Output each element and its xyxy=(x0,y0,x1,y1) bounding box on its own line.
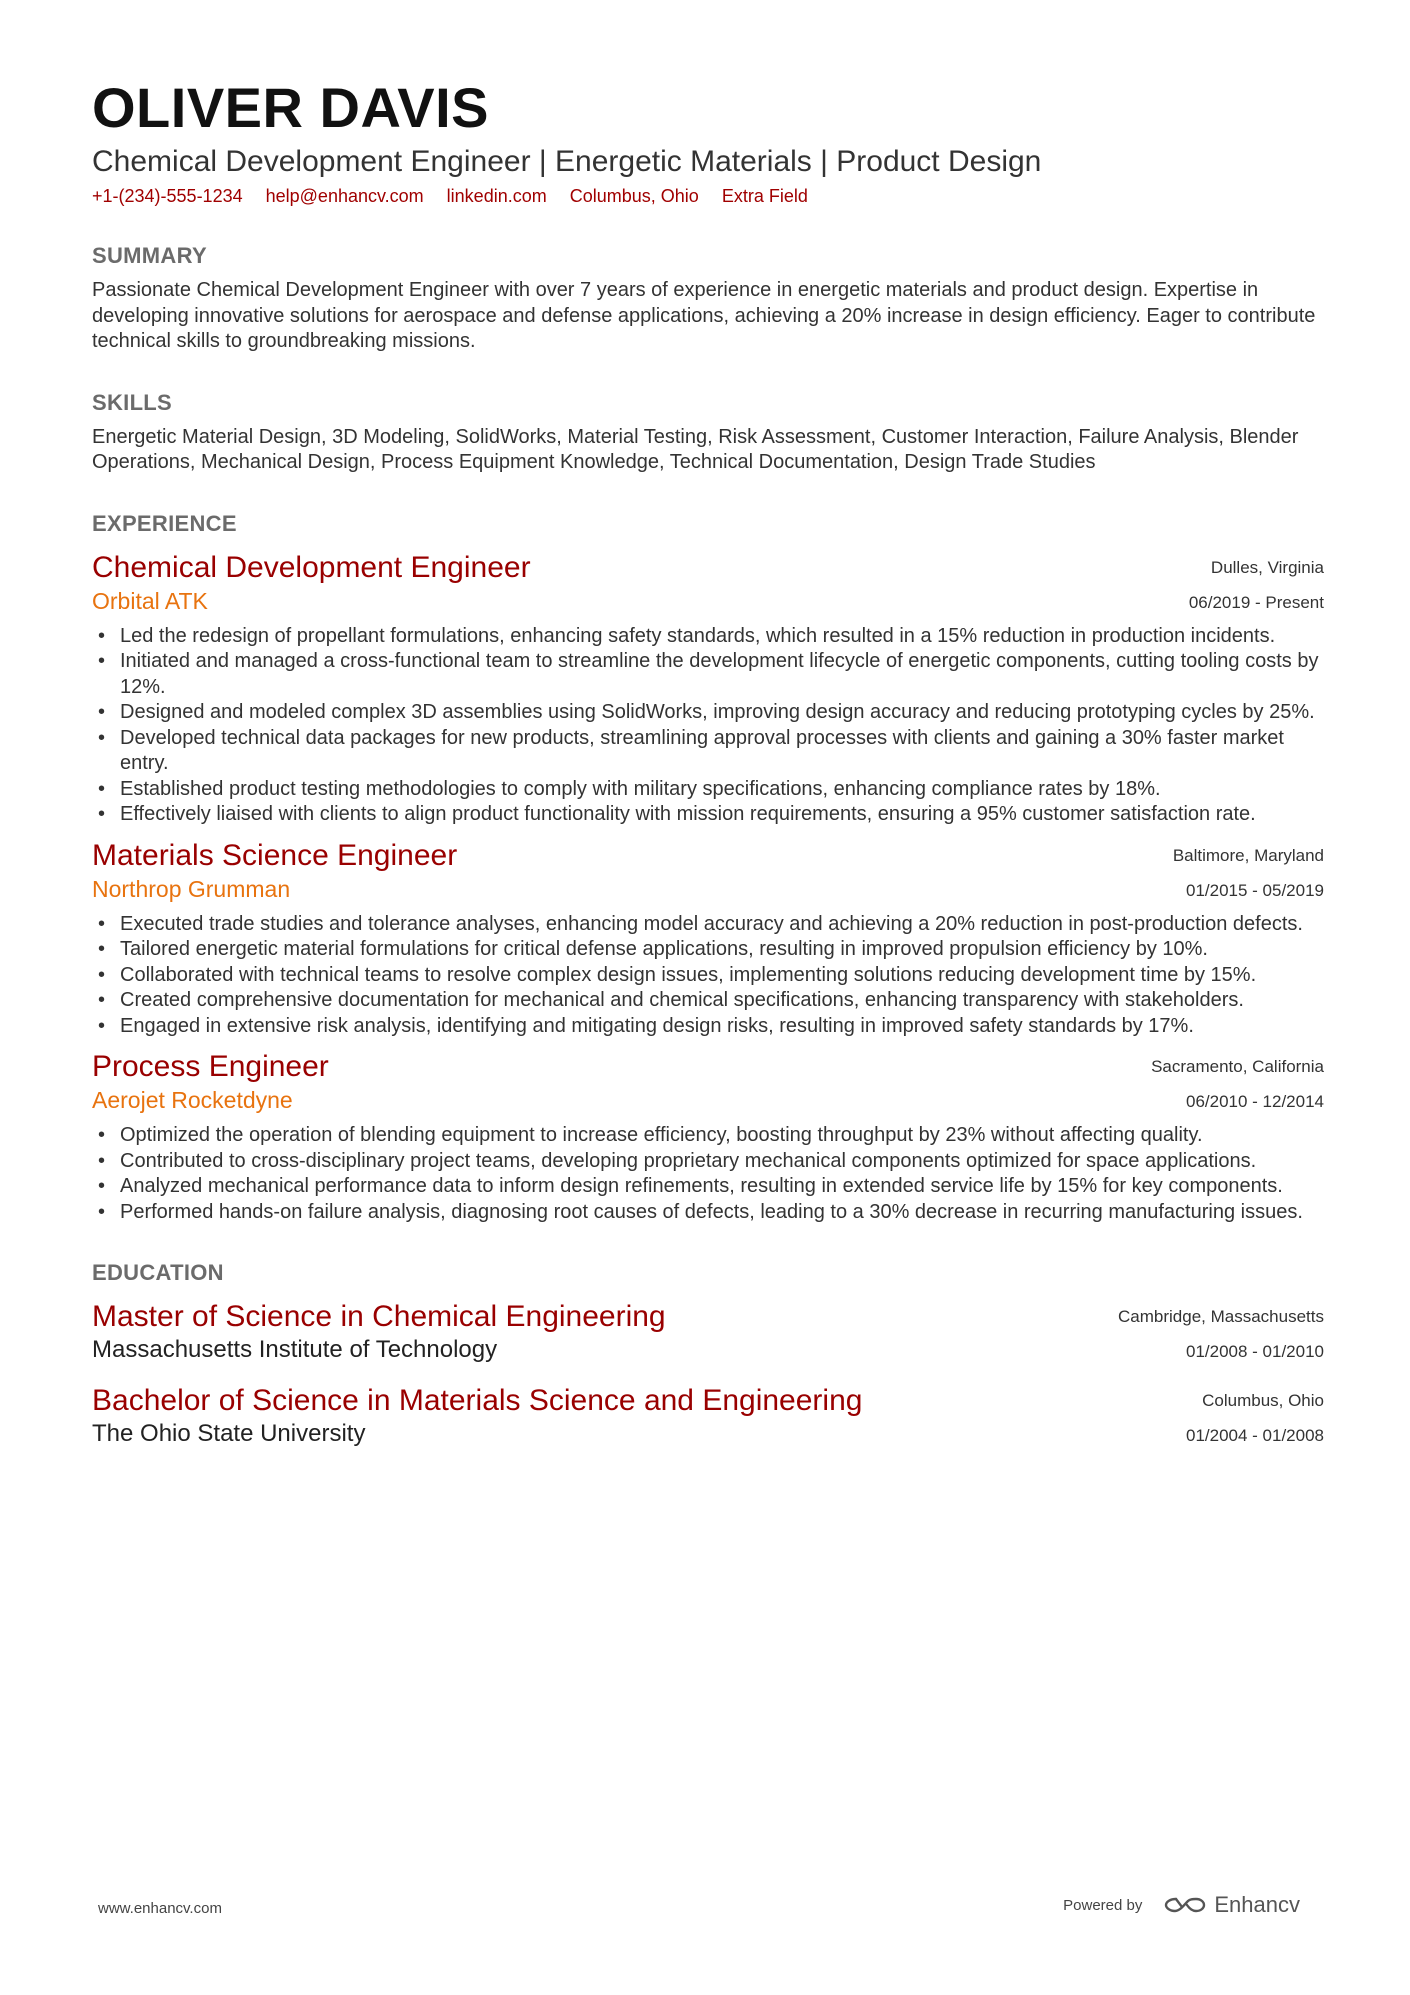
entry-head-left xyxy=(92,1049,1151,1115)
job-bullets xyxy=(92,912,1324,1040)
contact-linkedin[interactable]: linkedin.com xyxy=(446,186,547,206)
summary-text: Passionate Chemical Development Engineer with over 7 years of experience in energetic materials and product design. Expertise in developing innovative solutions for aerospace and defense applications, achieving a 20% increase in design efficiency. Eager to contribute technical skills to groundbreaking missions. xyxy=(92,279,1316,352)
job-bullets xyxy=(92,1123,1324,1225)
bullet-item: • Created comprehensive documentation for mechanical and chemical specifications, enhancing transparency with stakeholders. xyxy=(120,988,1324,1014)
job-location: Sacramento, California xyxy=(1151,1057,1324,1076)
bullet-item: • Developed technical data packages for new products, streamlining approval processes with clients and gaining a 30% faster market entry. xyxy=(120,726,1324,777)
experience-section xyxy=(92,510,1324,1226)
education-dates: 01/2004 - 01/2008 xyxy=(1185,1426,1324,1445)
enhancv-logo-icon xyxy=(1162,1893,1208,1917)
bullet-item: • Analyzed mechanical performance data to inform design refinements, resulting in extended service life by 15% for key components. xyxy=(120,1174,1324,1200)
education-location: Columbus, Ohio xyxy=(1202,1391,1324,1410)
bullet-item: • Established product testing methodologies to comply with military specifications, enhancing compliance rates by 18%. xyxy=(120,777,1324,803)
entry-head-left xyxy=(92,838,1173,904)
footer-website[interactable]: www.enhancv.com xyxy=(98,1900,222,1917)
entry-header xyxy=(92,838,1324,908)
bullet-item: • Optimized the operation of blending equipment to increase efficiency, boosting throughput by 23% without affecting quality. xyxy=(120,1123,1324,1149)
entry-head-left xyxy=(92,550,1189,616)
job-title: Process Engineer xyxy=(92,1050,329,1083)
contact-phone[interactable]: +1-(234)-555-1234 xyxy=(92,186,243,206)
experience-entry xyxy=(92,1049,1324,1225)
entry-head-right xyxy=(1186,1383,1324,1453)
entry-head-right xyxy=(1189,550,1324,620)
contact-email[interactable]: help@enhancv.com xyxy=(265,186,424,206)
experience-entry xyxy=(92,550,1324,828)
company-name: Aerojet Rocketdyne xyxy=(92,1087,293,1113)
resume-page xyxy=(92,74,1324,1453)
job-location: Baltimore, Maryland xyxy=(1172,845,1324,865)
school-name: Massachusetts Institute of Technology xyxy=(92,1336,498,1363)
experience-entry xyxy=(92,838,1324,1040)
bullet-item: • Tailored energetic material formulations for critical defense applications, resulting in improved propulsion efficiency by 10%. xyxy=(120,937,1324,963)
job-location: Dulles, Virginia xyxy=(1210,557,1324,577)
enhancv-brand-text: Enhancv xyxy=(1214,1892,1300,1917)
education-location: Cambridge, Massachusetts xyxy=(1118,1307,1324,1326)
education-entry xyxy=(92,1383,1324,1453)
bullet-item: • Performed hands-on failure analysis, diagnosing root causes of defects, leading to a 30% decrease in recurring manufacturing issues. xyxy=(120,1200,1324,1226)
job-dates: 06/2010 - 12/2014 xyxy=(1185,1092,1324,1111)
entry-head-right xyxy=(1118,1299,1324,1369)
job-bullets xyxy=(92,624,1324,828)
headline: Chemical Development Engineer | Energetic Materials | Product Design xyxy=(92,145,1042,178)
entry-head-right xyxy=(1173,838,1324,908)
job-dates: 01/2015 - 05/2019 xyxy=(1185,880,1324,900)
bullet-item: • Collaborated with technical teams to resolve complex design issues, implementing solutions reducing development time by 15%. xyxy=(120,963,1324,989)
powered-by-label: Powered by xyxy=(1063,1896,1143,1914)
section-title-skills: SKILLS xyxy=(92,389,173,415)
entry-header xyxy=(92,1383,1324,1453)
section-title-summary: SUMMARY xyxy=(92,243,207,268)
job-title: Materials Science Engineer xyxy=(92,838,458,872)
summary-section xyxy=(92,242,1324,355)
job-dates: 06/2019 - Present xyxy=(1188,592,1324,612)
job-title: Chemical Development Engineer xyxy=(92,550,531,584)
skills-section xyxy=(92,389,1324,476)
section-title-education: EDUCATION xyxy=(92,1260,224,1285)
skills-text: Energetic Material Design, 3D Modeling, SolidWorks, Material Testing, Risk Assessment, Customer Interaction, Failure Analysis, Blender Operations, Mechanical Design, Process Equipment Knowledge, Technical Documentation, Design Trade Studies xyxy=(92,425,1299,473)
entry-head-left xyxy=(92,1299,1118,1365)
contact-extra: Extra Field xyxy=(721,186,808,206)
education-entry xyxy=(92,1299,1324,1369)
bullet-item: • Executed trade studies and tolerance analyses, enhancing model accuracy and achieving a 20% reduction in post-production defects. xyxy=(120,912,1324,938)
bullet-item: • Designed and modeled complex 3D assemblies using SolidWorks, improving design accuracy and reducing prototyping cycles by 25%. xyxy=(120,700,1324,726)
candidate-name: OLIVER DAVIS xyxy=(92,76,490,139)
entry-header xyxy=(92,550,1324,620)
entry-head-left xyxy=(92,1383,1186,1449)
education-dates: 01/2008 - 01/2010 xyxy=(1185,1342,1324,1361)
enhancv-logo[interactable] xyxy=(1162,1892,1300,1918)
degree-title: Master of Science in Chemical Engineering xyxy=(92,1300,666,1333)
company-name: Northrop Grumman xyxy=(92,875,291,902)
contact-line xyxy=(92,184,1324,208)
education-section xyxy=(92,1259,1324,1453)
resume-header xyxy=(92,74,1324,208)
degree-title: Bachelor of Science in Materials Science and Engineering xyxy=(92,1384,863,1417)
section-title-experience: EXPERIENCE xyxy=(92,510,237,536)
bullet-item: • Engaged in extensive risk analysis, identifying and mitigating design risks, resulting in improved safety standards by 17%. xyxy=(120,1014,1324,1040)
bullet-item: • Led the redesign of propellant formulations, enhancing safety standards, which resulted in a 15% reduction in production incidents. xyxy=(120,624,1324,650)
bullet-item: • Initiated and managed a cross-functional team to streamline the development lifecycle of energetic components, cutting tooling costs by 12%. xyxy=(120,649,1324,700)
contact-location: Columbus, Ohio xyxy=(569,186,699,206)
school-name: The Ohio State University xyxy=(92,1420,366,1447)
entry-head-right xyxy=(1151,1049,1324,1119)
entry-header xyxy=(92,1299,1324,1369)
footer-branding xyxy=(1063,1892,1300,1918)
company-name: Orbital ATK xyxy=(92,587,208,614)
entry-header xyxy=(92,1049,1324,1119)
bullet-item: • Effectively liaised with clients to align product functionality with mission requirements, ensuring a 95% customer satisfaction rate. xyxy=(120,802,1324,828)
bullet-item: • Contributed to cross-disciplinary project teams, developing proprietary mechanical components optimized for space applications. xyxy=(120,1149,1324,1175)
